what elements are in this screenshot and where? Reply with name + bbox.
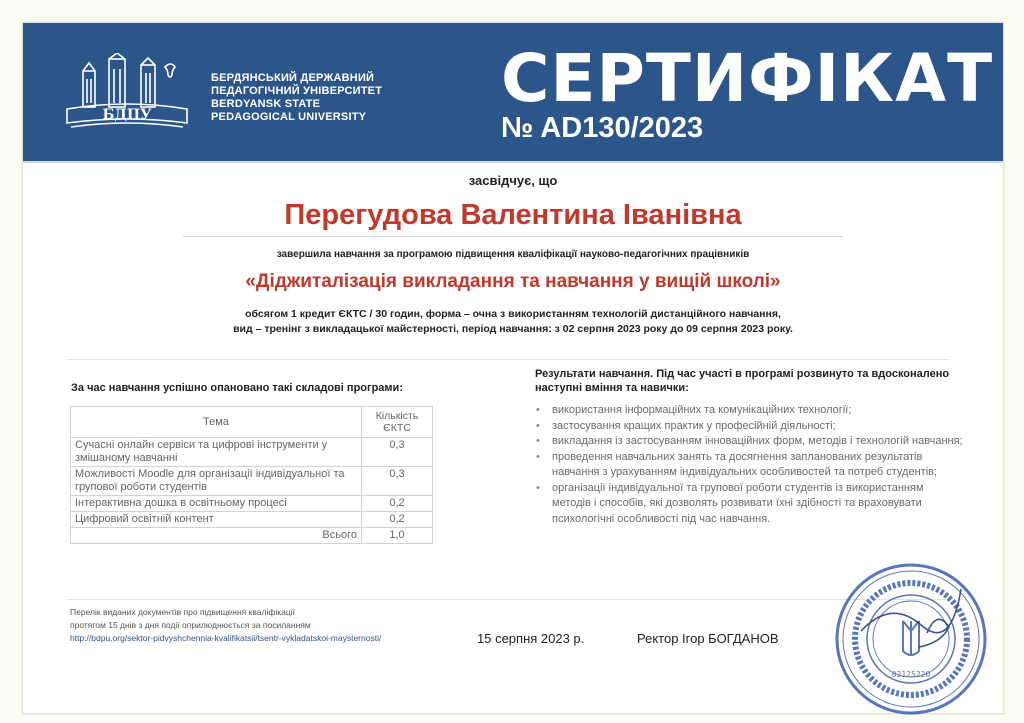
module-credits: 0,3 [362,467,433,496]
university-towers-logo [61,53,193,133]
program-volume-line-2: вид – тренінг з викладацької майстерності, період навчання: з 02 серпня 2023 року до 09 серпня 2023 року. [233,323,793,335]
registry-link[interactable]: http://bdpu.org/sektor-pidvyshchennia-kvalifikatsii/tsentr-vykladatskoi-maysternosti/ [70,633,382,643]
header-divider [23,161,1003,163]
section-divider [67,359,949,360]
footer-note [70,606,470,645]
footer-divider [67,599,949,600]
module-credits: 0,2 [362,512,433,528]
university-name-ua-1: БЕРДЯНСЬКИЙ ДЕРЖАВНИЙ [211,72,375,84]
module-topic: Інтерактивна дошка в освітньому процесі [71,496,362,512]
rector-signature-line: Ректор Ігор БОГДАНОВ [637,631,779,646]
completed-text: завершила навчання за програмою підвищення кваліфікації науково-педагогічних працівників [276,249,750,260]
recipient-underline [183,236,843,237]
footer-note-line-2: протягом 15 днів з дня події оприлюднюється за посиланням [70,620,311,630]
list-item: • використання інформаційних та комунікаційних технології; [535,403,965,419]
table-row [71,512,433,528]
certifies-text: засвідчує, що [468,173,558,188]
table-row [71,467,433,496]
logo-text: БДПУ [102,107,152,123]
university-name-en-2: PEDAGOGICAL UNIVERSITY [211,111,367,123]
total-value: 1,0 [362,528,433,544]
module-topic: Цифровий освітній контент [71,512,362,528]
table-total-row [71,528,433,544]
learning-outcomes-list [535,403,965,527]
results-heading: Результати навчання. Під час участі в програмі розвинуто та вдосконалено наступні вміння та навички: [535,368,950,394]
footer-note-line-1: Перелік виданих документів про підвищення кваліфікації [70,607,295,617]
program-volume-line-1: обсягом 1 кредит ЄКТС / 30 годин, форма – очна з використанням технологій дистанційного навчання, [245,308,781,320]
table-row [71,496,433,512]
university-name [211,72,431,124]
official-seal-stamp [831,559,991,719]
certificate-page [22,22,1004,714]
university-name-ua-2: ПЕДАГОГІЧНИЙ УНІВЕРСИТЕТ [211,85,383,97]
column-header-credits: Кількість ЄКТС [362,407,433,438]
program-title: «Діджиталізація викладання та навчання у вищій школі» [245,271,781,292]
program-volume [23,307,1003,337]
list-item: • проведення навчальних занять та досягнення запланованих результатів навчання з урахуванням індивідуальних особливостей та потреб студентів; [535,450,965,481]
recipient-name: Перегудова Валентина Іванівна [284,199,742,231]
certificate-title: СЕРТИФІКАТ [501,40,994,117]
certificate-number: № AD130/2023 [501,112,704,144]
issue-date: 15 серпня 2023 р. [477,631,585,646]
modules-heading: За час навчання успішно опановано такі складові програми: [71,382,403,394]
list-item: • застосування кращих практик у професійній діяльності; [535,419,965,435]
table-row [71,438,433,467]
total-label: Всього [71,528,362,544]
list-item: • організації індивідуальної та групової роботи студентів із використанням методів і способів, які дозволять розвивати їхні здібності та враховувати психологічні особливості під час навчання. [535,481,965,528]
stamp-code: 02125220 [891,670,931,679]
university-name-en-1: BERDYANSK STATE [211,98,321,110]
module-credits: 0,3 [362,438,433,467]
module-credits: 0,2 [362,496,433,512]
module-topic: Сучасні онлайн сервіси та цифрові інструменти у змішаному навчанні [71,438,362,467]
modules-table [70,406,433,544]
certificate-header [23,23,1003,161]
module-topic: Можливості Moodle для організації індивідуальної та групової роботи студентів [71,467,362,496]
column-header-topic: Тема [71,407,362,438]
list-item: • викладання із застосуванням інноваційних форм, методів і технологій навчання; [535,434,965,450]
table-header-row [71,407,433,438]
